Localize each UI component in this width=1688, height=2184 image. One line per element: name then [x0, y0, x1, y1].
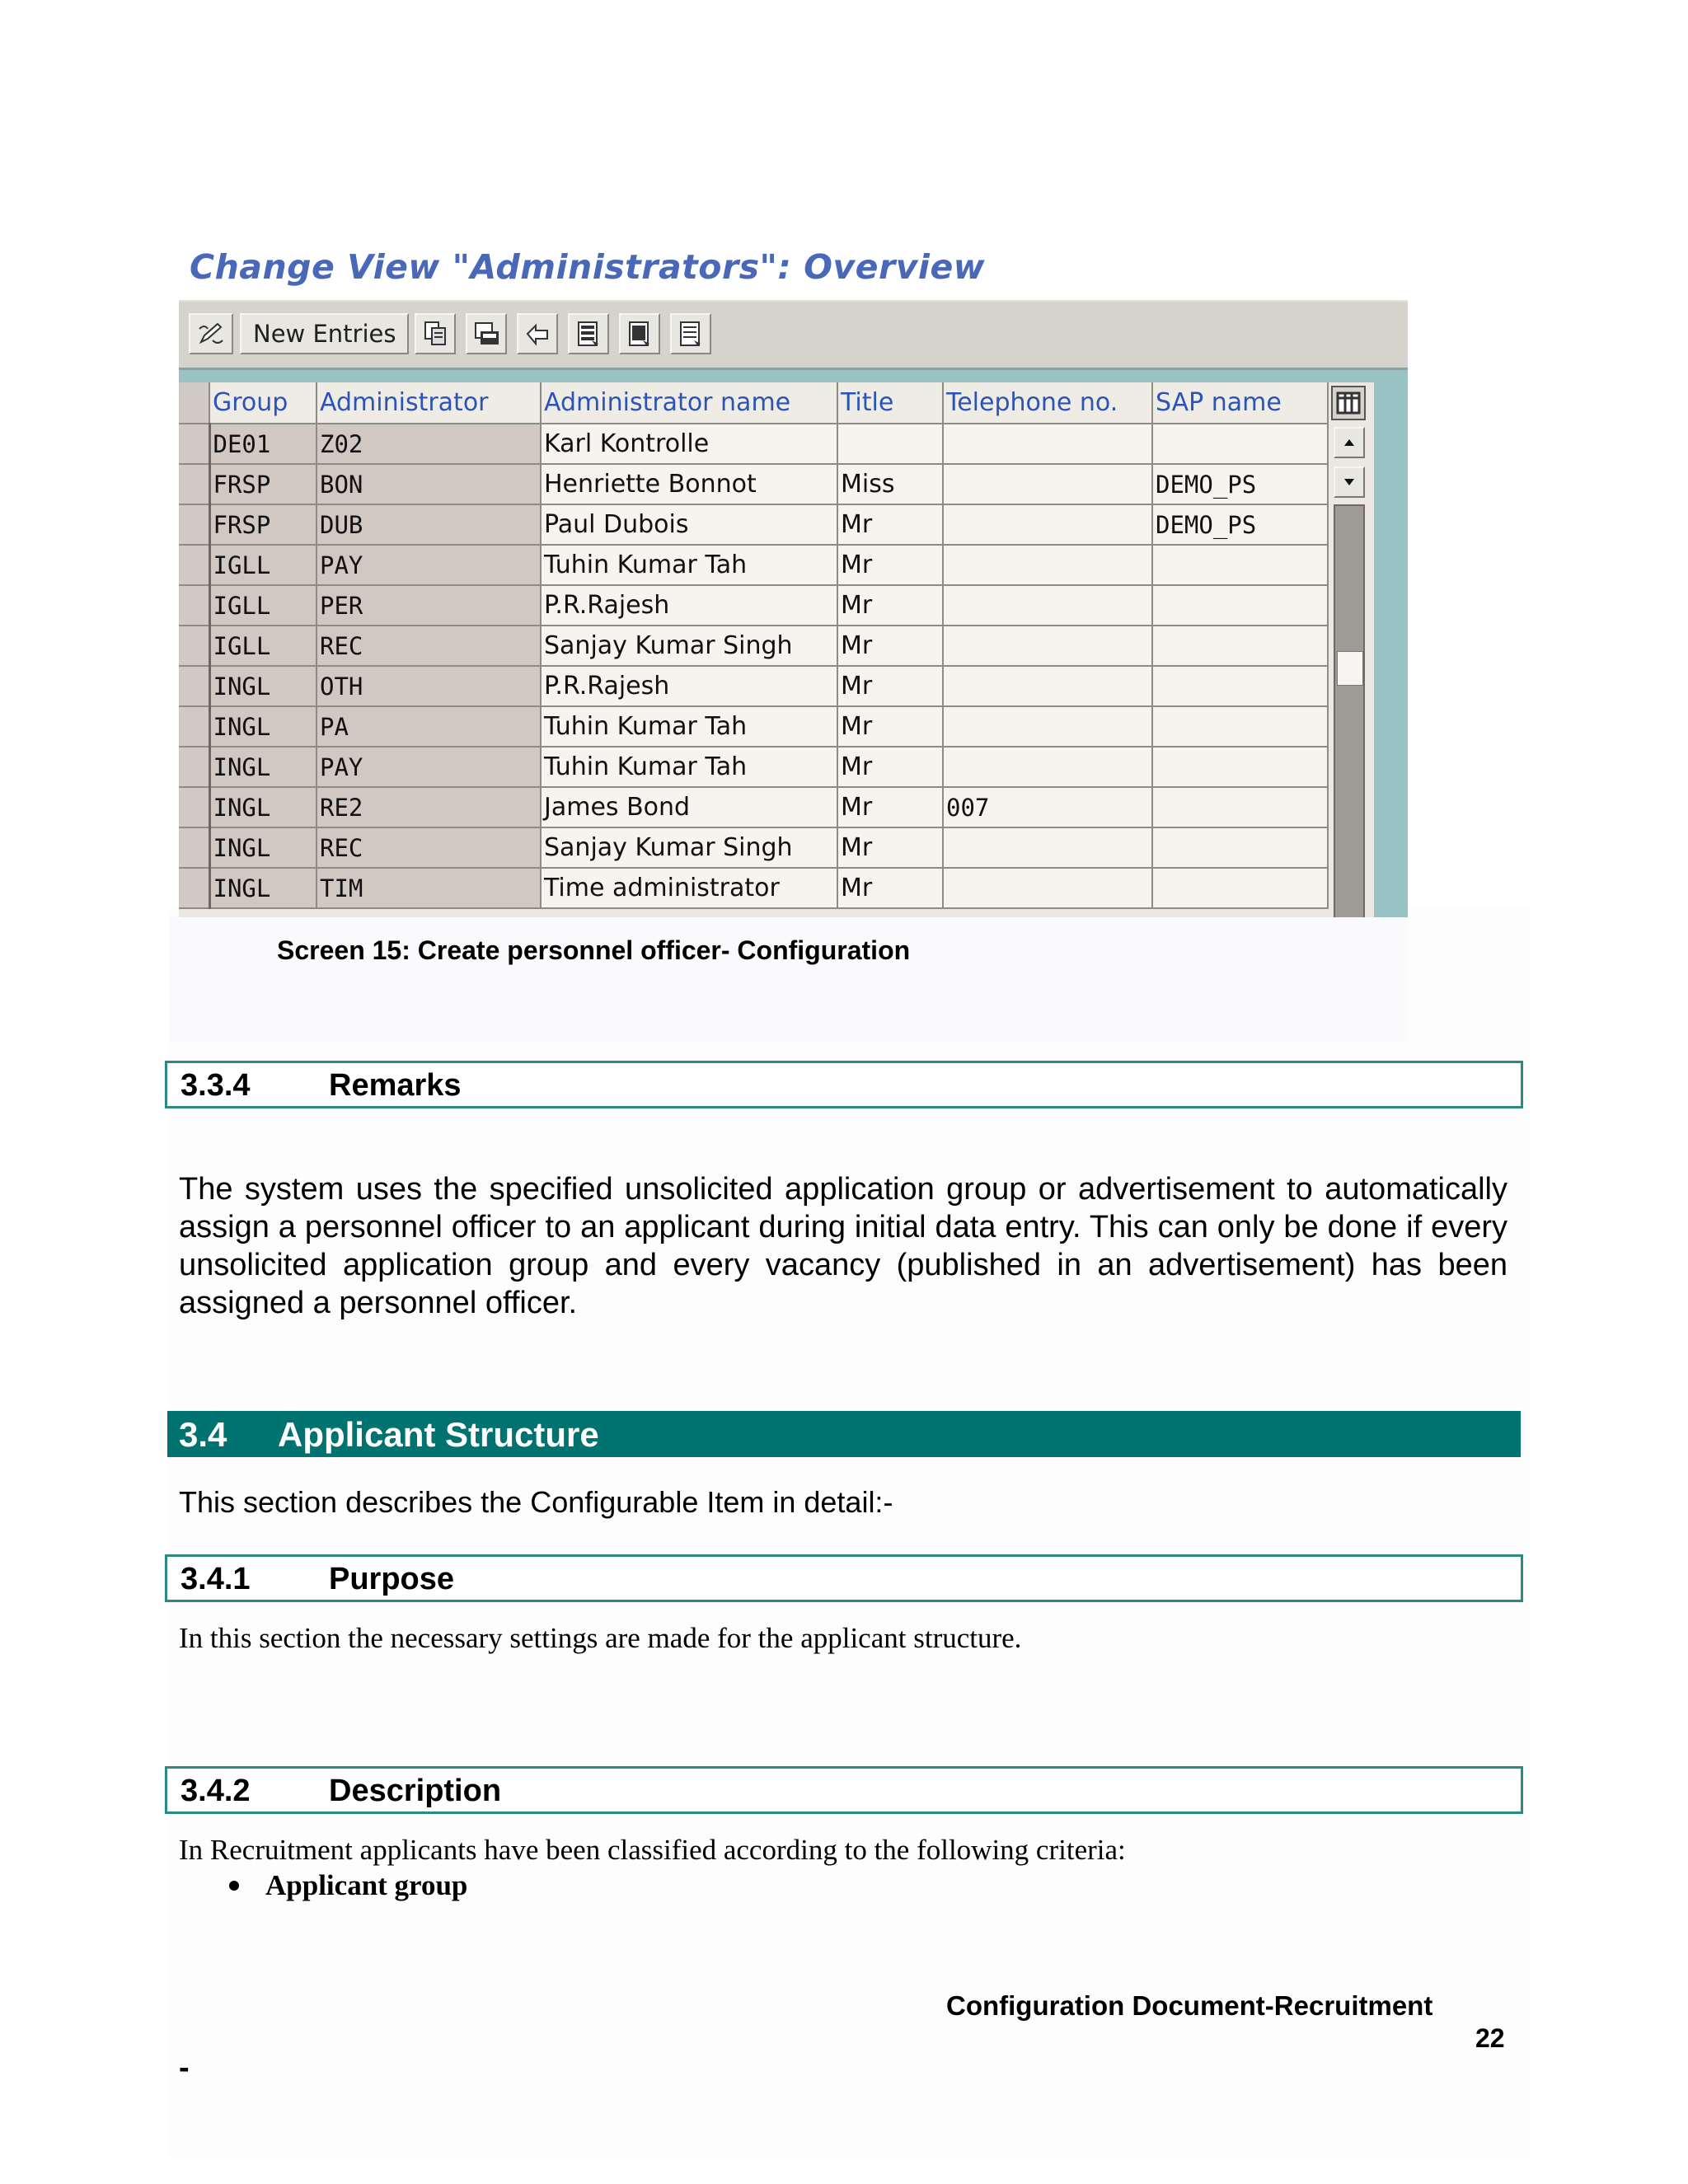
- cell-group[interactable]: IGLL: [209, 585, 316, 626]
- cell-administrator[interactable]: REC: [316, 626, 541, 666]
- section-title: Purpose: [329, 1562, 455, 1596]
- description-paragraph: In Recruitment applicants have been classified according to the following criteria:: [179, 1834, 1126, 1866]
- select-block-icon[interactable]: [619, 313, 660, 354]
- scroll-up-arrow-icon[interactable]: [1334, 427, 1365, 458]
- row-selector[interactable]: [179, 868, 209, 908]
- table-row: [179, 545, 1328, 585]
- deselect-all-icon[interactable]: [670, 313, 711, 354]
- cell-administrator-name[interactable]: Karl Kontrolle: [541, 424, 837, 464]
- section-number: 3.4.2: [181, 1774, 251, 1808]
- copy-icon[interactable]: [415, 313, 456, 354]
- table-row: [179, 504, 1328, 545]
- column-header-sap-name[interactable]: SAP name: [1152, 382, 1328, 424]
- footer-document-title: Configuration Document-Recruitment: [946, 1990, 1433, 2021]
- cell-group[interactable]: INGL: [209, 868, 316, 908]
- cell-title[interactable]: Mr: [837, 868, 943, 908]
- cell-administrator[interactable]: BON: [316, 464, 541, 504]
- table-header-row: [179, 382, 1328, 424]
- cell-sap-name[interactable]: DEMO_PS: [1152, 464, 1328, 504]
- section-number: 3.4.1: [181, 1562, 251, 1596]
- cell-administrator-name[interactable]: P.R.Rajesh: [541, 585, 837, 626]
- cell-administrator[interactable]: PA: [316, 706, 541, 747]
- list-item-text: Applicant group: [265, 1869, 468, 1901]
- cell-telephone[interactable]: [943, 868, 1152, 908]
- row-selector[interactable]: [179, 464, 209, 504]
- cell-administrator[interactable]: DUB: [316, 504, 541, 545]
- cell-telephone[interactable]: [943, 504, 1152, 545]
- cell-title[interactable]: [837, 424, 943, 464]
- cell-title[interactable]: Mr: [837, 706, 943, 747]
- column-header-administrator-name[interactable]: Administrator name: [541, 382, 837, 424]
- cell-telephone[interactable]: [943, 545, 1152, 585]
- section-title: Remarks: [329, 1068, 462, 1103]
- cell-administrator-name[interactable]: Sanjay Kumar Singh: [541, 827, 837, 868]
- cell-sap-name[interactable]: [1152, 747, 1328, 787]
- row-selector[interactable]: [179, 626, 209, 666]
- cell-telephone[interactable]: [943, 585, 1152, 626]
- section-heading-remarks: [165, 1061, 1523, 1108]
- row-selector[interactable]: [179, 787, 209, 827]
- cell-administrator-name[interactable]: P.R.Rajesh: [541, 666, 837, 706]
- scroll-down-arrow-icon[interactable]: [1334, 466, 1365, 498]
- cell-telephone[interactable]: 007: [943, 787, 1152, 827]
- cell-sap-name[interactable]: [1152, 787, 1328, 827]
- cell-group[interactable]: IGLL: [209, 545, 316, 585]
- edit-icon[interactable]: [189, 313, 233, 354]
- cell-title[interactable]: Mr: [837, 626, 943, 666]
- cell-administrator-name[interactable]: Time administrator: [541, 868, 837, 908]
- sap-screen: [179, 300, 1408, 918]
- table-row: [179, 666, 1328, 706]
- cell-administrator[interactable]: TIM: [316, 868, 541, 908]
- row-selector[interactable]: [179, 706, 209, 747]
- remarks-paragraph: The system uses the specified unsolicited application group or advertisement to automatically assign a personnel officer to an applicant during initial data entry. This can only be done if every unsolicited application group and every vacancy (published in an advertisement) has been assigned a personnel officer.: [179, 1172, 1507, 1320]
- cell-group[interactable]: INGL: [209, 706, 316, 747]
- column-settings-icon[interactable]: [1331, 386, 1366, 420]
- row-selector[interactable]: [179, 827, 209, 868]
- cell-telephone[interactable]: [943, 424, 1152, 464]
- cell-title[interactable]: Mr: [837, 504, 943, 545]
- table-row: [179, 585, 1328, 626]
- footer-dash: -: [179, 2050, 190, 2085]
- column-header-telephone[interactable]: Telephone no.: [943, 382, 1152, 424]
- row-selector[interactable]: [179, 666, 209, 706]
- applicant-structure-intro: This section describes the Configurable Item in detail:-: [179, 1485, 893, 1519]
- table-row: [179, 424, 1328, 464]
- page-number: 22: [1475, 2023, 1505, 2053]
- table-row: [179, 464, 1328, 504]
- save-variant-icon[interactable]: [466, 313, 507, 354]
- cell-sap-name[interactable]: [1152, 424, 1328, 464]
- row-selector[interactable]: [179, 424, 209, 464]
- cell-telephone[interactable]: [943, 666, 1152, 706]
- cell-group[interactable]: FRSP: [209, 504, 316, 545]
- cell-title[interactable]: Mr: [837, 827, 943, 868]
- cell-telephone[interactable]: [943, 827, 1152, 868]
- bullet-icon: [229, 1881, 239, 1891]
- cell-telephone[interactable]: [943, 464, 1152, 504]
- administrators-table: [179, 382, 1374, 918]
- cell-sap-name[interactable]: [1152, 706, 1328, 747]
- table-row: [179, 626, 1328, 666]
- sap-screen-title: Change View "Administrators": Overview: [190, 247, 986, 287]
- vertical-scrollbar[interactable]: [1334, 504, 1365, 918]
- scrollbar-thumb[interactable]: [1337, 651, 1363, 686]
- section-heading-purpose: [165, 1554, 1523, 1602]
- cell-administrator[interactable]: PAY: [316, 545, 541, 585]
- cell-sap-name[interactable]: [1152, 545, 1328, 585]
- table-row: [179, 747, 1328, 787]
- cell-administrator[interactable]: PER: [316, 585, 541, 626]
- cell-sap-name[interactable]: [1152, 868, 1328, 908]
- row-selector[interactable]: [179, 585, 209, 626]
- row-selector[interactable]: [179, 504, 209, 545]
- cell-administrator-name[interactable]: Paul Dubois: [541, 504, 837, 545]
- section-heading-applicant-structure: [167, 1411, 1521, 1457]
- table-row: [179, 827, 1328, 868]
- cell-title[interactable]: Mr: [837, 545, 943, 585]
- cell-group[interactable]: INGL: [209, 666, 316, 706]
- cell-title[interactable]: Mr: [837, 666, 943, 706]
- cell-administrator-name[interactable]: Tuhin Kumar Tah: [541, 747, 837, 787]
- cell-administrator[interactable]: REC: [316, 827, 541, 868]
- undo-icon[interactable]: [517, 313, 558, 354]
- figure-caption: Screen 15: Create personnel officer- Configuration: [277, 935, 911, 965]
- column-header-group[interactable]: Group: [209, 382, 316, 424]
- cell-telephone[interactable]: [943, 747, 1152, 787]
- cell-administrator-name[interactable]: Henriette Bonnot: [541, 464, 837, 504]
- cell-administrator-name[interactable]: Tuhin Kumar Tah: [541, 706, 837, 747]
- cell-sap-name[interactable]: [1152, 626, 1328, 666]
- column-header-title[interactable]: Title: [837, 382, 943, 424]
- table-row: [179, 706, 1328, 747]
- cell-group[interactable]: INGL: [209, 827, 316, 868]
- sap-toolbar: [179, 300, 1408, 370]
- column-header-administrator[interactable]: Administrator: [316, 382, 541, 424]
- section-title: Applicant Structure: [278, 1415, 599, 1454]
- cell-telephone[interactable]: [943, 706, 1152, 747]
- cell-administrator-name[interactable]: Sanjay Kumar Singh: [541, 626, 837, 666]
- cell-sap-name[interactable]: [1152, 666, 1328, 706]
- cell-group[interactable]: IGLL: [209, 626, 316, 666]
- table-row: [179, 868, 1328, 908]
- cell-administrator[interactable]: Z02: [316, 424, 541, 464]
- section-heading-description: [165, 1766, 1523, 1814]
- select-all-icon[interactable]: [568, 313, 609, 354]
- section-title: Description: [329, 1774, 502, 1808]
- cell-telephone[interactable]: [943, 626, 1152, 666]
- new-entries-button[interactable]: New Entries: [240, 313, 409, 354]
- cell-group[interactable]: INGL: [209, 747, 316, 787]
- cell-administrator[interactable]: PAY: [316, 747, 541, 787]
- section-number: 3.3.4: [181, 1068, 251, 1103]
- cell-group[interactable]: DE01: [209, 424, 316, 464]
- table-row: [179, 787, 1328, 827]
- row-selector[interactable]: [179, 747, 209, 787]
- cell-sap-name[interactable]: [1152, 827, 1328, 868]
- cell-title[interactable]: Miss: [837, 464, 943, 504]
- list-item: [229, 1869, 467, 1902]
- cell-sap-name[interactable]: [1152, 585, 1328, 626]
- cell-group[interactable]: INGL: [209, 787, 316, 827]
- cell-administrator[interactable]: RE2: [316, 787, 541, 827]
- cell-administrator-name[interactable]: Tuhin Kumar Tah: [541, 545, 837, 585]
- cell-sap-name[interactable]: DEMO_PS: [1152, 504, 1328, 545]
- cell-administrator[interactable]: OTH: [316, 666, 541, 706]
- row-selector-header[interactable]: [179, 382, 209, 424]
- purpose-paragraph: In this section the necessary settings are made for the applicant structure.: [179, 1622, 1022, 1654]
- cell-title[interactable]: Mr: [837, 585, 943, 626]
- cell-title[interactable]: Mr: [837, 747, 943, 787]
- cell-group[interactable]: FRSP: [209, 464, 316, 504]
- cell-title[interactable]: Mr: [837, 787, 943, 827]
- section-number: 3.4: [179, 1415, 227, 1454]
- row-selector[interactable]: [179, 545, 209, 585]
- cell-administrator-name[interactable]: James Bond: [541, 787, 837, 827]
